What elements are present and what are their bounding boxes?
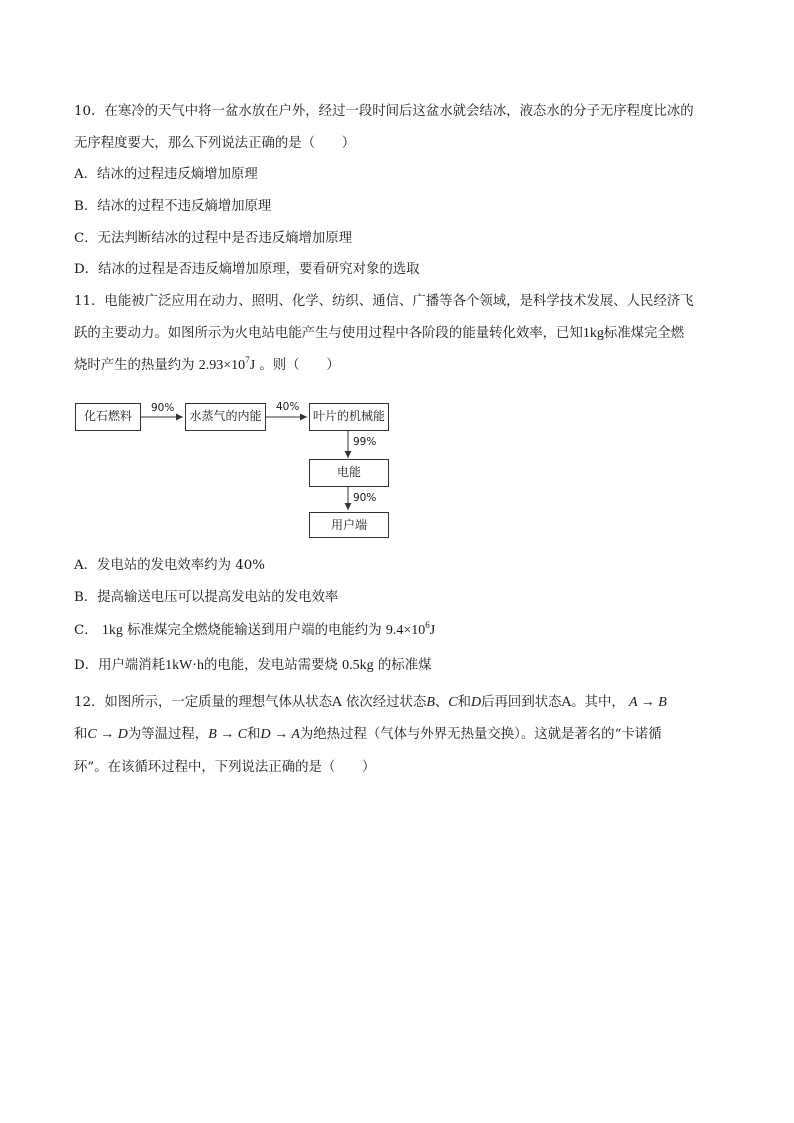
label-efficiency-steam-to-blade: 40% [276,401,300,413]
label-efficiency-electric-to-user: 90% [353,492,377,504]
box-electric-energy: 电能 [309,459,389,487]
q11-option-a: A．发电站的发电效率约为 40% [74,558,265,573]
q12-stem-line3: 环”。在该循环过程中，下列说法正确的是（ ） [74,760,376,775]
q10-option-b: B．结冰的过程不违反熵增加原理 [74,199,272,214]
q10-option-c: C．无法判断结冰的过程中是否违反熵增加原理 [74,231,353,246]
q11-option-b: B．提高输送电压可以提高发电站的发电效率 [74,590,339,605]
q11-stem-line2: 跃的主要动力。如图所示为火电站电能产生与使用过程中各阶段的能量转化效率，已知1kg标准煤完全燃 [74,326,685,341]
q11-option-c: C． 1kg 标准煤完全燃烧能输送到用户端的电能约为 $9.4\times 10^6J$ [74,620,436,638]
q10-stem-line1: 10．在寒冷的天气中将一盆水放在户外，经过一段时间后这盆水就会结冰，液态水的分子无序程度比冰的 [74,104,694,119]
box-blade-mechanical-energy: 叶片的机械能 [309,403,389,431]
q11-option-d: D．用户端消耗1kW·h的电能，发电站需要烧 0.5kg 的标准煤 [74,658,432,673]
label-efficiency-blade-to-electric: 99% [353,436,377,448]
q10-stem-line2: 无序程度要大，那么下列说法正确的是（ ） [74,136,356,151]
q11-stem-line3: 烧时产生的热量约为 $2.93\times 10^7J$ 。则（ ） [74,355,340,373]
q10-option-d: D．结冰的过程是否违反熵增加原理，要看研究对象的选取 [74,262,420,277]
q12-stem-line2: 和C → D为等温过程，B → C和D → A为绝热过程（气体与外界无热量交换）。这就是著名的“卡诺循 [74,727,662,742]
q12-stem-line1: 12．如图所示，一定质量的理想气体从状态A 依次经过状态B、C和D后再回到状态A。其中， A → B [74,695,667,710]
box-fossil-fuel: 化石燃料 [75,403,141,431]
box-user-end: 用户端 [309,512,389,538]
box-steam-internal-energy: 水蒸气的内能 [185,403,266,431]
label-efficiency-fossil-to-steam: 90% [151,402,175,414]
q11-stem-line1: 11．电能被广泛应用在动力、照明、化学、纺织、通信、广播等各个领域，是科学技术发展、人民经济飞 [74,294,694,309]
q10-option-a: A．结冰的过程违反熵增加原理 [74,167,258,182]
